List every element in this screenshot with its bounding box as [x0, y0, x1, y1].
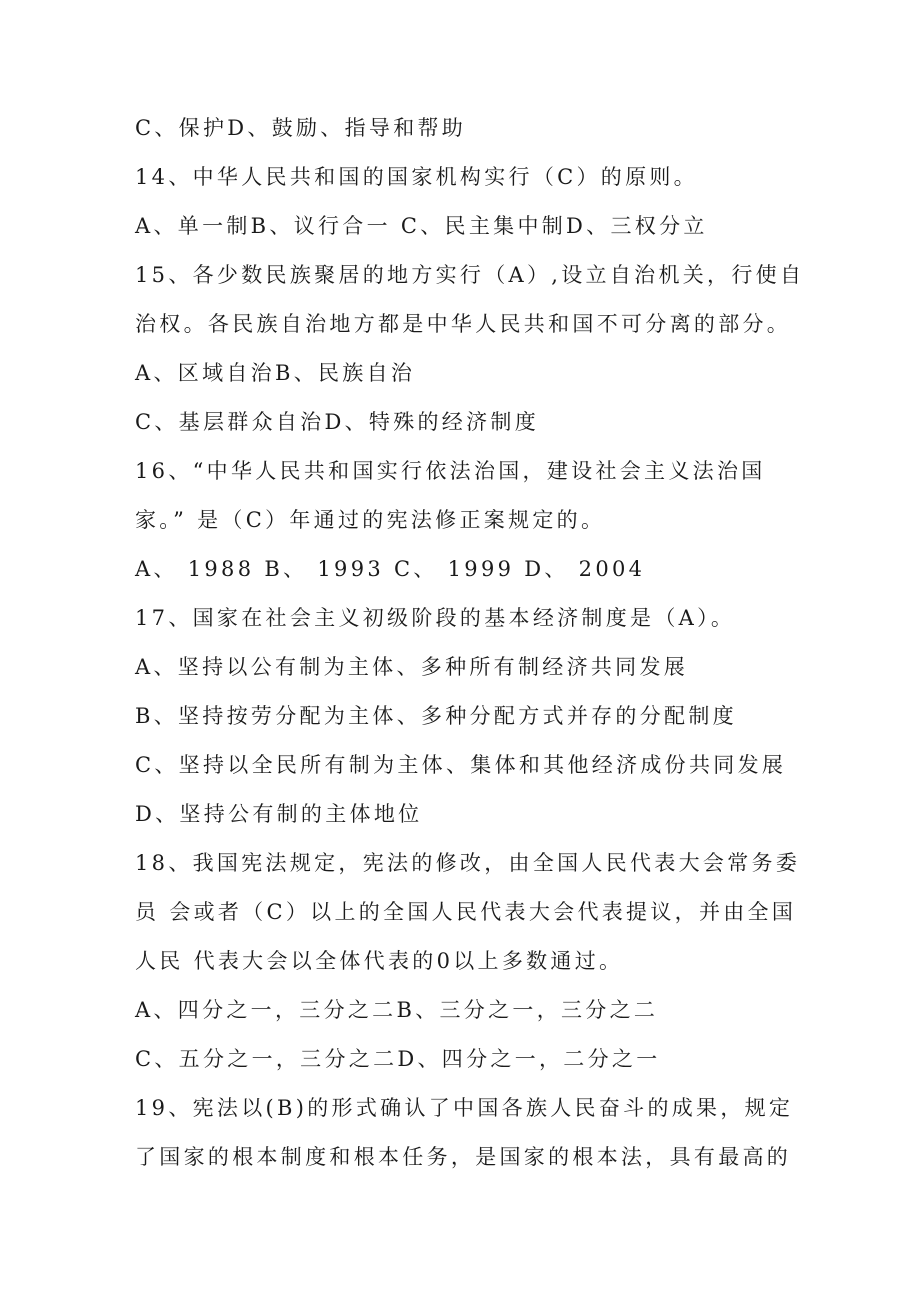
text-line: A、 1988 B、 1993 C、 1999 D、 2004 [135, 557, 646, 581]
text-line: 15、各少数民族聚居的地方实行（A）,设立自治机关，行使自 [135, 263, 805, 287]
text-line: D、坚持公有制的主体地位 [135, 802, 423, 826]
text-line: 治权。各民族自治地方都是中华人民共和国不可分离的部分。 [135, 312, 792, 336]
text-line: 人民 代表大会以全体代表的0以上多数通过。 [135, 949, 624, 973]
text-line: 17、国家在社会主义初级阶段的基本经济制度是（A）。 [135, 606, 736, 630]
text-line: A、区域自治B、民族自治 [135, 361, 416, 385]
text-line: C、五分之一，三分之二D、四分之一，二分之一 [135, 1047, 661, 1071]
text-line: C、保护D、鼓励、指导和帮助 [135, 116, 467, 140]
text-line: 14、中华人民共和国的国家机构实行（C）的原则。 [135, 165, 698, 189]
text-line: 19、宪法以(B)的形式确认了中国各族人民奋斗的成果，规定 [135, 1096, 794, 1120]
text-line: A、单一制B、议行合一 C、民主集中制D、三权分立 [135, 214, 708, 238]
text-line: 16、“中华人民共和国实行依法治国，建设社会主义法治国 [135, 459, 766, 483]
text-line: 18、我国宪法规定，宪法的修改，由全国人民代表大会常务委 [135, 851, 801, 875]
text-line: 了国家的根本制度和根本任务，是国家的根本法，具有最高的 [135, 1145, 792, 1169]
text-line: C、坚持以全民所有制为主体、集体和其他经济成份共同发展 [135, 753, 787, 777]
text-line: 员 会或者（C）以上的全国人民代表大会代表提议，并由全国 [135, 900, 797, 924]
text-line: A、坚持以公有制为主体、多种所有制经济共同发展 [135, 655, 689, 679]
text-line: A、四分之一，三分之二B、三分之一，三分之二 [135, 998, 659, 1022]
text-line: C、基层群众自治D、特殊的经济制度 [135, 410, 540, 434]
text-line: 家。” 是（C）年通过的宪法修正案规定的。 [135, 508, 606, 532]
text-line: B、坚持按劳分配为主体、多种分配方式并存的分配制度 [135, 704, 737, 728]
